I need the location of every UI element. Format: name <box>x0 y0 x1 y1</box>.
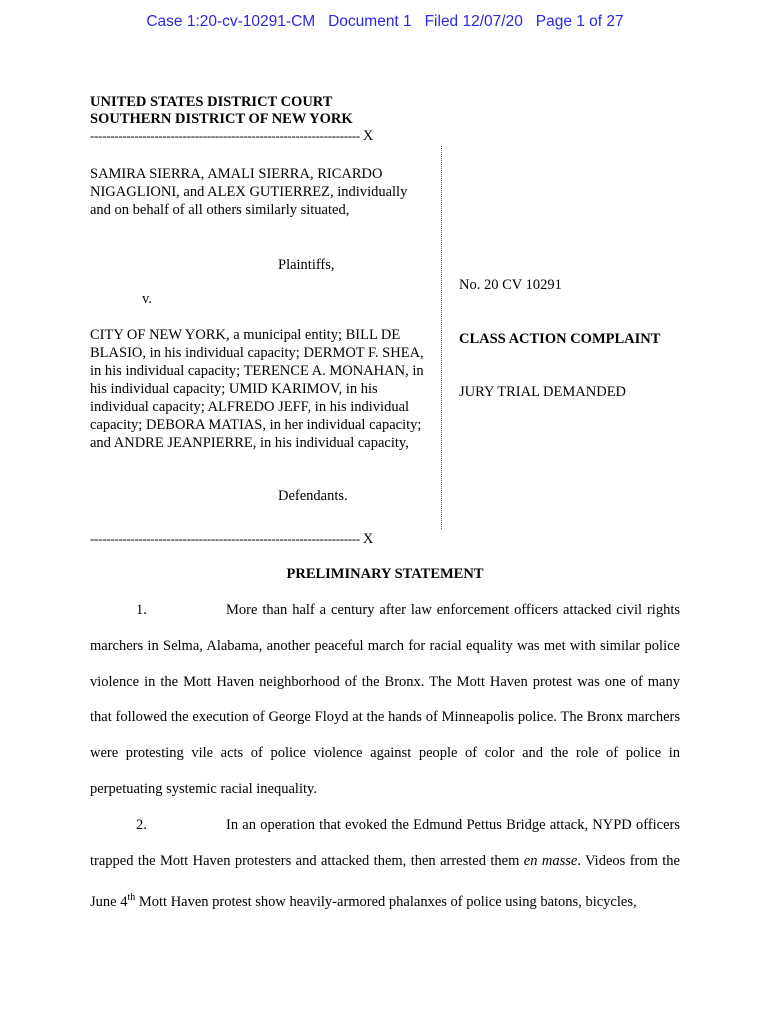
defendants-block: CITY OF NEW YORK, a municipal entity; BILL DE BLASIO, in his individual capacity; DERMOT F. SHEA, in his individual capacity; TERENCE A. MONAHAN, in his individual capacity; UMID KARIMOV, in his individual capacity; ALFREDO JEFF, in his individual capacity; DEBORA MATIAS, in her individual capacity; and ANDRE JEANPIERRE, in his individual capacity, <box>90 327 424 451</box>
case-header-stamp: Case 1:20-cv-10291-CM Document 1 Filed 12/07/20 Page 1 of 27 <box>146 13 624 30</box>
paragraph-emphasis: en masse <box>523 852 578 869</box>
case-number: No. 20 CV 10291 <box>459 277 562 293</box>
jury-demand: JURY TRIAL DEMANDED <box>459 384 627 400</box>
paragraph-text: Mott Haven protest show heavily-armored phalanxes of police using batons, bicycles, <box>135 893 637 910</box>
paragraph-2 <box>90 808 680 920</box>
paragraph-number: 1. <box>136 602 147 618</box>
caption-bottom-divider <box>90 531 373 548</box>
paragraph-text: . Videos from the June 4 <box>90 852 680 910</box>
caption-top-divider <box>90 128 373 145</box>
court-line-2: SOUTHERN DISTRICT OF NEW YORK <box>90 111 353 127</box>
section-heading: PRELIMINARY STATEMENT <box>286 566 484 582</box>
divider-dashes: ------------------------------------------------------------------- <box>90 128 360 143</box>
divider-mark: X <box>362 531 374 547</box>
paragraph-text: More than half a century after law enforcement officers attacked civil rights marchers in Selma, Alabama, another peaceful march for racial equality was met with similar police violence in the Mott Haven neighborhood of the Bronx. The Mott Haven protest was one of many that followed the execution of George Floyd at the hands of Minneapolis police. The Bronx marchers were protesting vile acts of police violence against people of color and the role of police in perpetuating systemic racial inequality. <box>90 602 680 797</box>
court-name <box>90 94 353 128</box>
plaintiffs-label: Plaintiffs, <box>278 257 335 273</box>
divider-mark: X <box>362 128 374 144</box>
paragraph-1 <box>90 593 680 808</box>
document-title: CLASS ACTION COMPLAINT <box>459 331 661 347</box>
paragraph-number: 2. <box>136 817 147 833</box>
versus-label: v. <box>142 291 152 307</box>
divider-dashes: ------------------------------------------------------------------- <box>90 531 360 546</box>
ordinal-suffix: th <box>127 891 136 903</box>
defendants-label: Defendants. <box>278 488 348 504</box>
plaintiffs-block: SAMIRA SIERRA, AMALI SIERRA, RICARDO NIGAGLIONI, and ALEX GUTIERREZ, individually and on behalf of all others similarly situated, <box>90 166 408 218</box>
paragraph-text: In an operation that evoked the Edmund Pettus Bridge attack, NYPD officers trapped the Mott Haven protesters and attacked them, then arrested them <box>90 817 680 869</box>
court-line-1: UNITED STATES DISTRICT COURT <box>90 94 333 110</box>
caption-vertical-rule <box>441 146 442 529</box>
